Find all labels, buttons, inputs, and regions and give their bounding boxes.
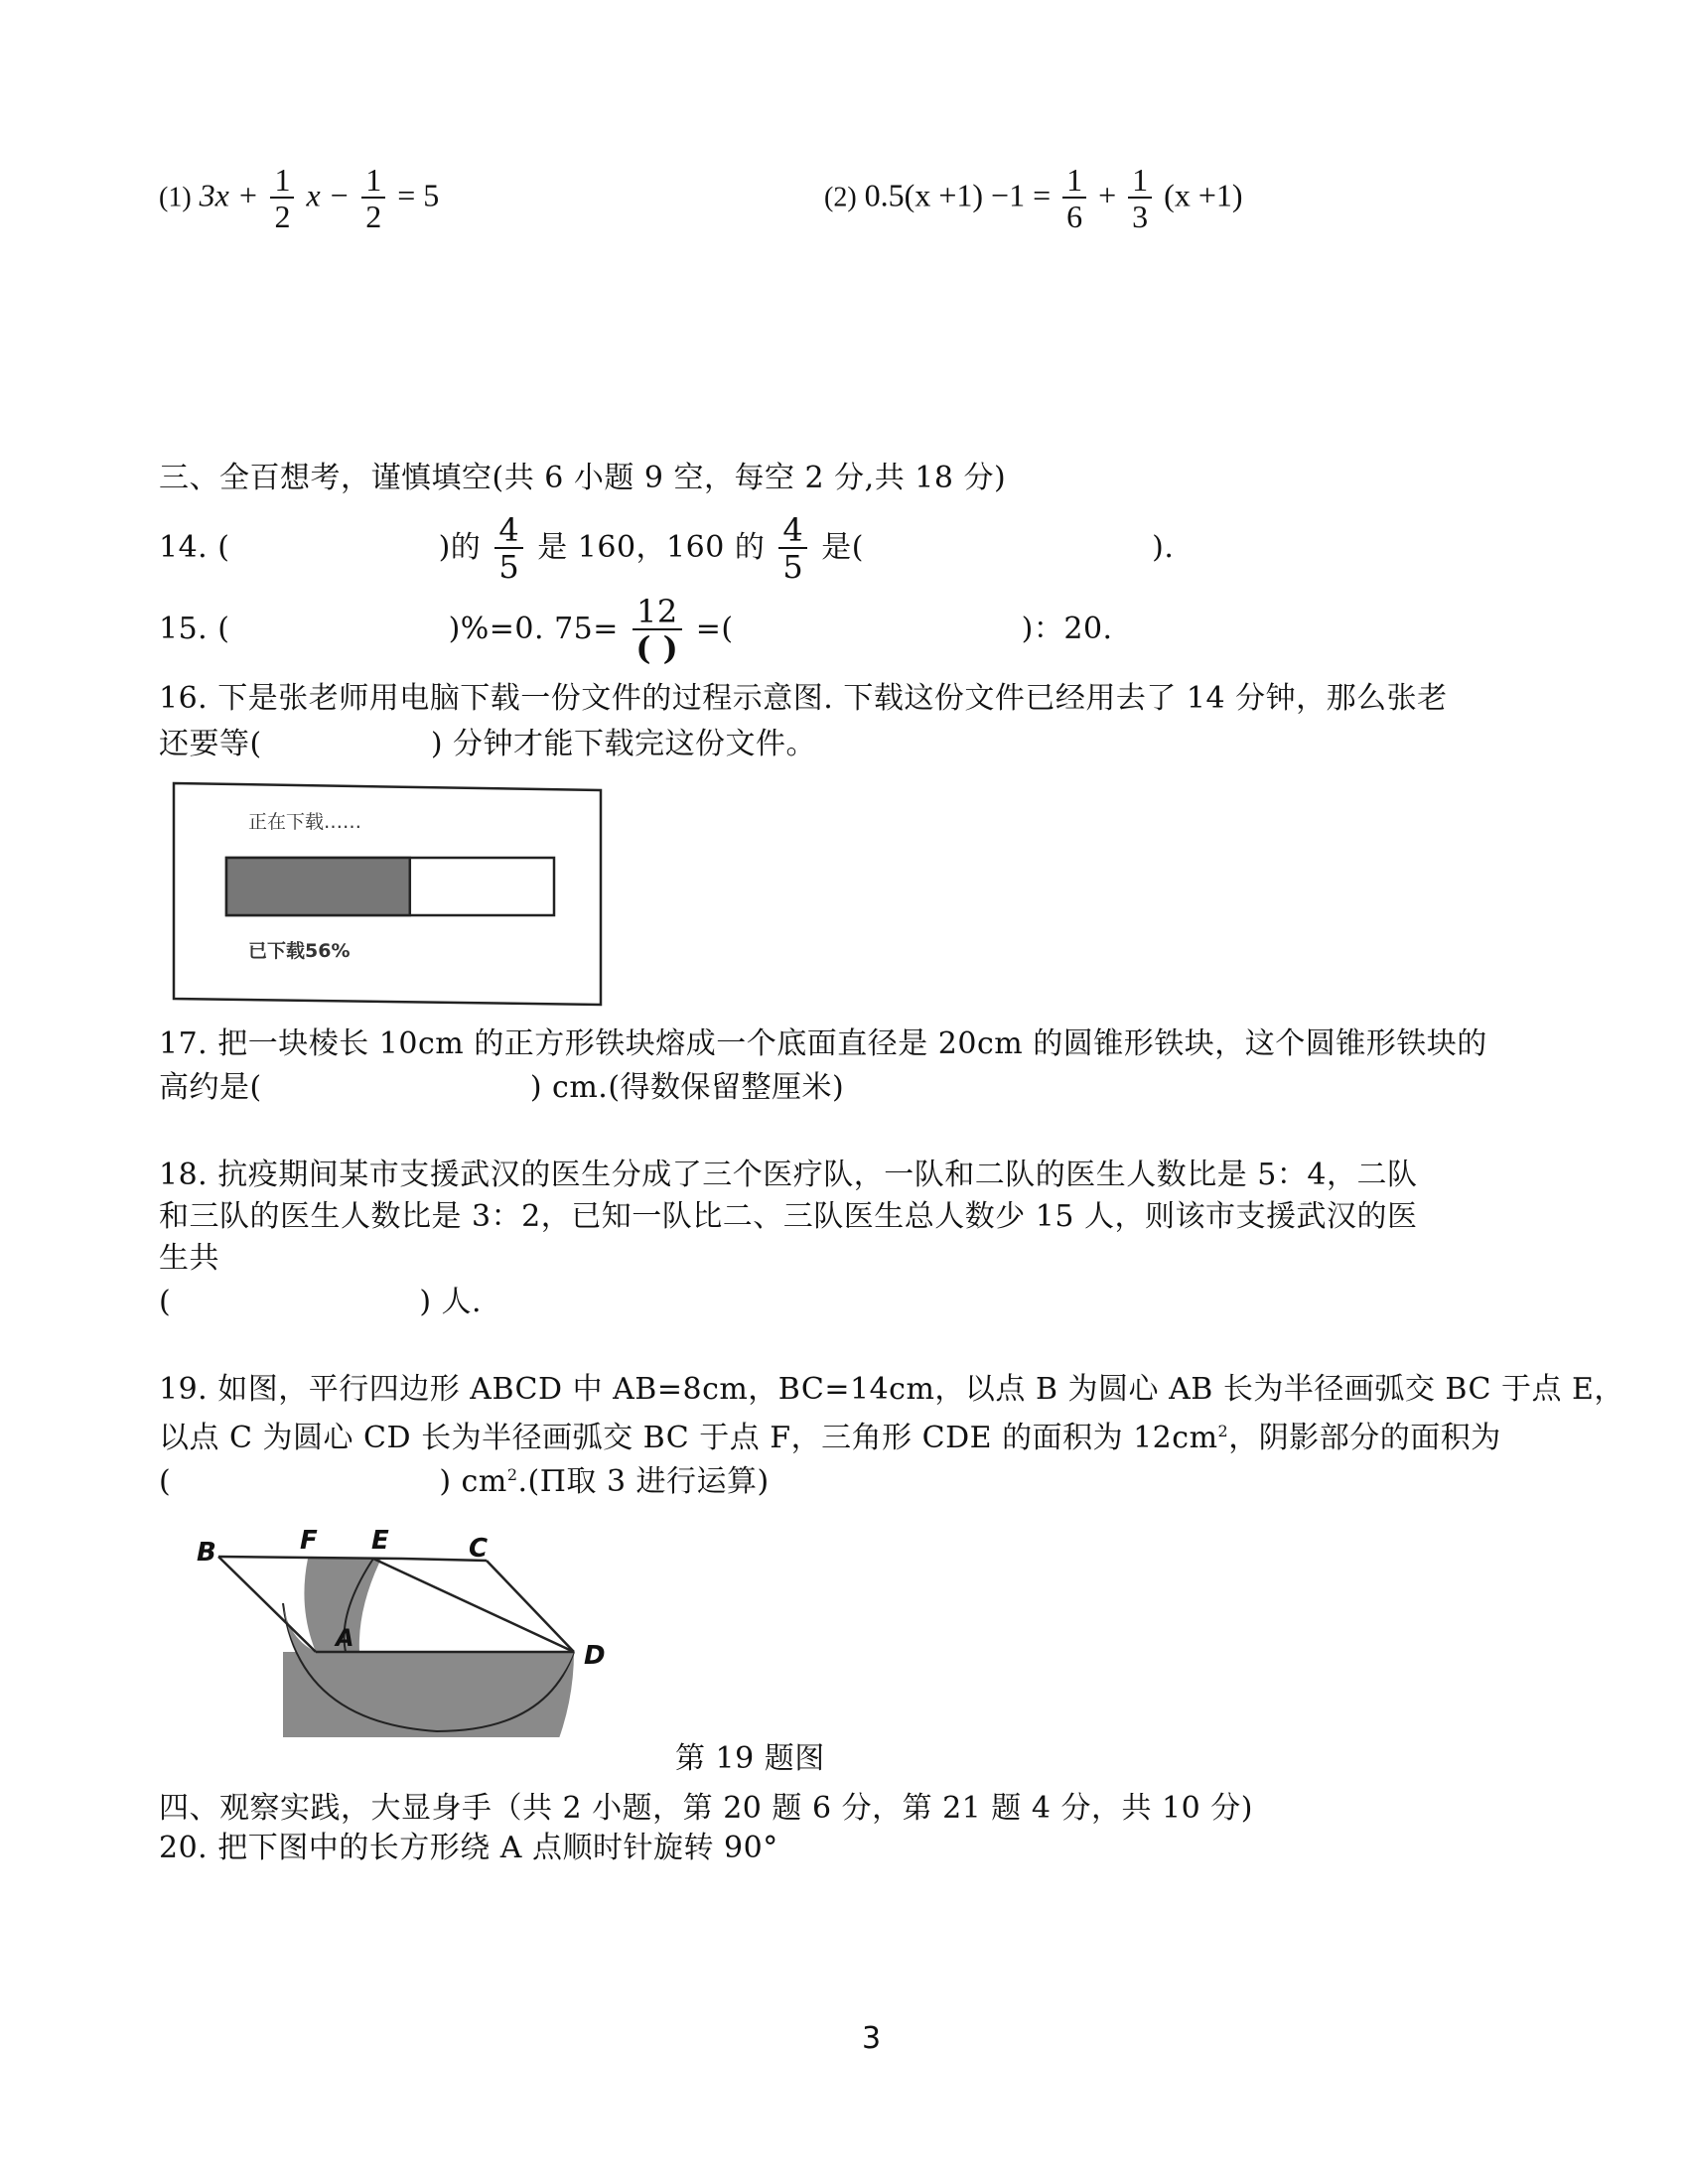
- question-18-line-1: 18. 抗疫期间某市支援武汉的医生分成了三个医疗队，一队和二队的医生人数比是 5：4，二队: [159, 1158, 1418, 1192]
- download-progress-svg: [171, 780, 604, 1009]
- question-text: .(Π取 3 进行运算): [517, 1464, 770, 1499]
- question-17-line-1: 17. 把一块棱长 10cm 的正方形铁块熔成一个底面直径是 20cm 的圆锥形铁块，这个圆锥形铁块的: [159, 1026, 1487, 1061]
- figure-caption: 第 19 题图: [675, 1741, 825, 1776]
- question-15: [159, 588, 1113, 671]
- equation-1: [159, 163, 439, 234]
- equation-2-label: (2): [824, 182, 857, 213]
- fraction-denominator: 2: [274, 199, 291, 234]
- equation-1-fraction-1: [270, 163, 294, 234]
- question-text: (: [159, 1285, 172, 1319]
- question-17-line-2: [159, 1068, 844, 1108]
- label-d: D: [584, 1641, 606, 1671]
- question-text: )%=0. 75=: [448, 612, 619, 646]
- question-number: 14.: [159, 530, 209, 565]
- label-f: F: [300, 1526, 318, 1556]
- question-18-line-2: 和三队的医生人数比是 3：2，已知一队比二、三队医生总人数少 15 人，则该市支援武汉的医: [159, 1199, 1418, 1234]
- question-19-line-1: 19. 如图，平行四边形 ABCD 中 AB=8cm，BC=14cm，以点 B 为圆心 AB 长为半径画弧交 BC 于点 E，: [159, 1372, 1624, 1407]
- fraction-numerator: 1: [1062, 163, 1086, 199]
- equation-2-term: +: [1098, 177, 1117, 213]
- page-number: 3: [862, 2021, 882, 2056]
- equation-1-term: = 5: [397, 177, 440, 213]
- equation-2: [824, 163, 1243, 234]
- edge-ba: [218, 1557, 316, 1652]
- fraction-numerator: 4: [494, 513, 523, 549]
- fraction-twelve-over-blank: [633, 595, 682, 666]
- label-a: A: [336, 1624, 354, 1652]
- edge-cd: [487, 1561, 574, 1652]
- question-text: (: [159, 1464, 172, 1499]
- question-16-line-1: 16. 下是张老师用电脑下载一份文件的过程示意图. 下载这份文件已经用去了 14 分钟，那么张老: [159, 681, 1448, 716]
- question-text: ).: [1152, 530, 1175, 565]
- question-16-line-2: [159, 725, 816, 764]
- fraction-numerator: 12: [633, 595, 682, 630]
- equation-2-term: (x +1): [1164, 177, 1243, 213]
- question-text: ，阴影部分的面积为: [1228, 1421, 1501, 1455]
- section-3-heading: 三、全百想考，谨慎填空(共 6 小题 9 空，每空 2 分,共 18 分): [159, 461, 1007, 495]
- download-progress-figure: [171, 780, 604, 1009]
- question-18-line-4: [159, 1283, 482, 1322]
- fraction-four-fifths: [778, 513, 807, 585]
- progress-bar-fill: [226, 858, 410, 915]
- equation-1-term: x −: [306, 177, 351, 213]
- question-text: 还要等(: [159, 727, 262, 761]
- equation-2-fraction-1: [1062, 163, 1086, 234]
- fraction-denominator: 6: [1066, 199, 1083, 234]
- download-title: 正在下载……: [248, 811, 362, 833]
- equation-1-fraction-2: [361, 163, 385, 234]
- fraction-denominator: 5: [782, 548, 804, 586]
- fraction-denominator: 2: [365, 199, 382, 234]
- blank-open: (: [217, 530, 230, 565]
- question-text: 是 160，160 的: [537, 530, 766, 565]
- question-20-line-1: 20. 把下图中的长方形绕 A 点顺时针旋转 90°: [159, 1831, 778, 1865]
- segment-ed: [373, 1559, 574, 1652]
- blank-open: (: [217, 612, 230, 646]
- question-19-line-2: [159, 1412, 1501, 1458]
- question-number: 15.: [159, 612, 209, 646]
- question-text: ) 人.: [419, 1285, 483, 1319]
- question-text: ) cm: [439, 1464, 507, 1499]
- equation-1-term: 3x +: [199, 177, 259, 213]
- question-18-line-3: 生共: [159, 1241, 219, 1276]
- equation-2-term: 0.5(x +1) −1 =: [864, 177, 1052, 213]
- question-text: 以点 C 为圆心 CD 长为半径画弧交 BC 于点 F，三角形 CDE 的面积为 12cm: [159, 1421, 1218, 1455]
- parallelogram-figure: [189, 1519, 635, 1737]
- fraction-denominator: 5: [498, 548, 520, 586]
- label-e: E: [371, 1526, 389, 1556]
- equation-1-label: (1): [159, 182, 192, 213]
- fraction-numerator: 4: [778, 513, 807, 549]
- superscript: 2: [506, 1465, 518, 1484]
- label-b: B: [197, 1538, 216, 1568]
- fraction-denominator: 3: [1132, 199, 1149, 234]
- parallelogram-svg: [189, 1519, 635, 1737]
- label-c: C: [469, 1534, 489, 1564]
- question-text: 高约是(: [159, 1070, 262, 1105]
- fraction-numerator: 1: [270, 163, 294, 199]
- question-text: )：20.: [1021, 612, 1113, 646]
- question-text: 是(: [821, 530, 865, 565]
- equation-2-fraction-2: [1128, 163, 1152, 234]
- question-text: ) 分钟才能下载完这份文件。: [430, 727, 817, 761]
- fraction-four-fifths: [494, 513, 523, 585]
- question-text: =(: [695, 612, 734, 646]
- fraction-numerator: 1: [361, 163, 385, 199]
- question-19-line-3: [159, 1455, 770, 1502]
- download-status: 已下载56%: [248, 940, 351, 962]
- fraction-denominator[interactable]: ( ): [635, 629, 679, 667]
- section-4-heading: 四、观察实践，大显身手（共 2 小题，第 20 题 6 分，第 21 题 4 分，共 10 分): [159, 1791, 1253, 1826]
- question-text: ) cm.(得数保留整厘米): [529, 1070, 845, 1105]
- question-text: )的: [438, 530, 482, 565]
- question-14: [159, 508, 1174, 588]
- fraction-numerator: 1: [1128, 163, 1152, 199]
- superscript: 2: [1217, 1422, 1229, 1440]
